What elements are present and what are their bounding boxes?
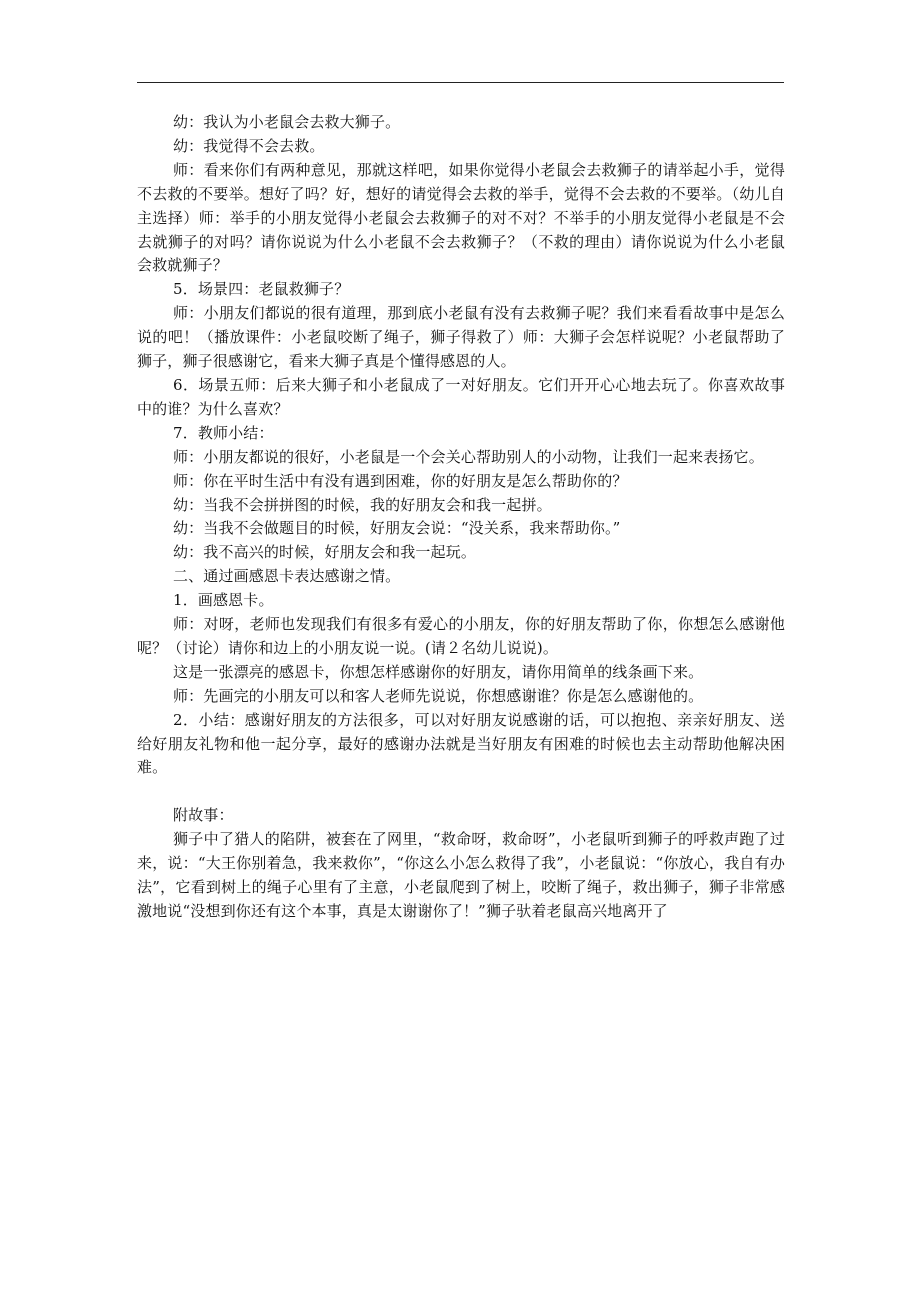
paragraph: 幼：我认为小老鼠会去救大狮子。 [173,113,401,131]
paragraph: 幼：当我不会拼拼图的时候，我的好朋友会和我一起拼。 [173,495,552,514]
paragraph: 师：小朋友都说的很好，小老鼠是一个会关心帮助别人的小动物，让我们一起来表扬它。 [173,447,764,466]
header-rule [137,82,784,83]
paragraph: 师：看来你们有两种意见，那就这样吧，如果你觉得小老鼠会去救狮子的请举起小手，觉得不去救的不要举。想好了吗？好，想好的请觉得会去救的举手，觉得不会去救的不要举。（幼儿自主选择）师：举手的小朋友觉得小老鼠会去救狮子的对不对？不举手的小朋友觉得小老鼠是不会去就狮子的对吗？请你说说为什么小老鼠不会去救狮子？（不救的理由）请你说说为什么小老鼠会救就狮子？ [137,160,785,275]
paragraph: 幼：当我不会做题目的时候，好朋友会说：“没关系，我来帮助你。” [173,519,621,538]
paragraph: 幼：我不高兴的时候，好朋友会和我一起玩。 [173,543,477,562]
paragraph: 幼：我觉得不会去救。 [173,136,325,155]
story-paragraph: 狮子中了猎人的陷阱，被套在了网里，“救命呀，救命呀”，小老鼠听到狮子的呼救声跑了过来，说：“大王你别着急，我来救你”，“你这么小怎么救得了我”，小老鼠说：“你放心，我自有办法”，它看到树上的绳子心里有了主意，小老鼠爬到了树上，咬断了绳子，救出狮子，狮子非常感激地说“没想到你还有这个本事，真是太谢谢你了！”狮子驮着老鼠高兴地离开了 [137,830,785,920]
paragraph: 这是一张漂亮的感恩卡，你想怎样感谢你的好朋友，请你用简单的线条画下来。 [173,662,704,681]
paragraph: 2．小结：感谢好朋友的方法很多，可以对好朋友说感谢的话，可以抱抱、亲亲好朋友、送给好朋友礼物和他一起分享，最好的感谢办法就是当好朋友有困难的时候也去主动帮助他解决困难。 [137,710,785,777]
paragraph: 师：你在平时生活中有没有遇到困难，你的好朋友是怎么帮助你的？ [173,471,628,490]
paragraph: 6．场景五师：后来大狮子和小老鼠成了一对好朋友。它们开开心心地去玩了。你喜欢故事中的谁？为什么喜欢？ [137,375,785,418]
paragraph: 师：先画完的小朋友可以和客人老师先说说，你想感谢谁？你是怎么感谢他的。 [173,686,704,705]
paragraph: 师：对呀，老师也发现我们有很多有爱心的小朋友，你的好朋友帮助了你，你想怎么感谢他呢？（讨论）请你和边上的小朋友说一说。(请２名幼儿说说)。 [137,615,785,657]
blank-line [137,780,785,804]
paragraph: 5．场景四：老鼠救狮子？ [173,280,350,299]
document-body [137,111,785,924]
paragraph: 7．教师小结： [173,423,274,442]
paragraph: 二、通过画感恩卡表达感谢之情。 [173,567,401,586]
paragraph: 1．画感恩卡。 [173,591,274,610]
paragraph: 师：小朋友们都说的很有道理，那到底小老鼠有没有去救狮子呢？我们来看看故事中是怎么说的吧！（播放课件：小老鼠咬断了绳子，狮子得救了）师：大狮子会怎样说呢？小老鼠帮助了狮子，狮子很感谢它，看来大狮子真是个懂得感恩的人。 [137,304,785,371]
appendix-title: 附故事： [173,806,234,825]
